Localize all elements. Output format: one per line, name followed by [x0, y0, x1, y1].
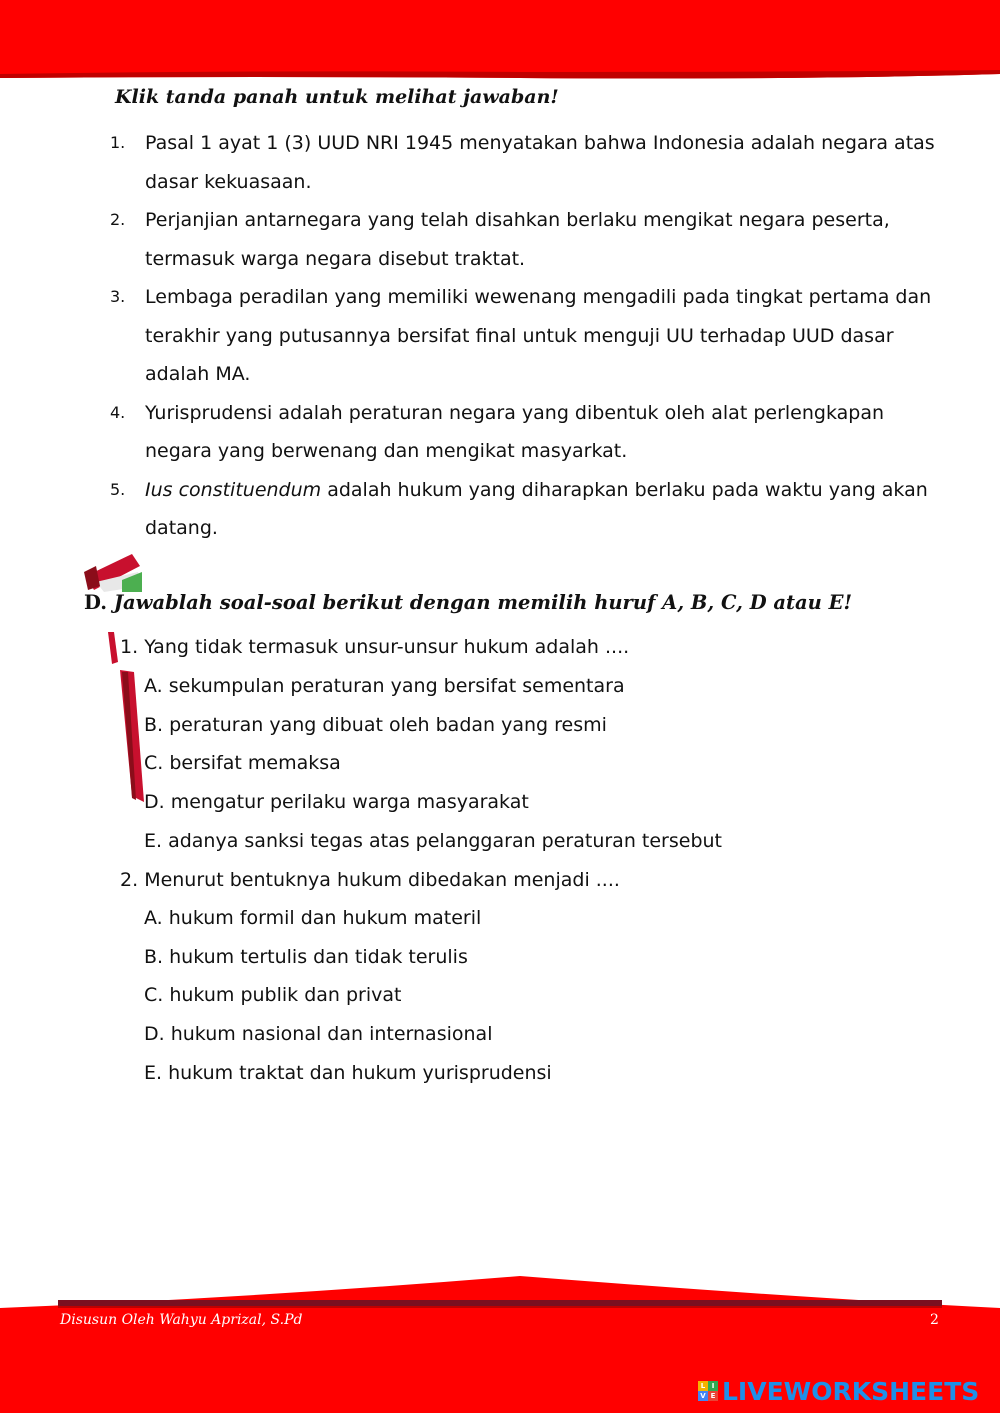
question-1 — [120, 636, 629, 658]
section-letter: D. — [84, 591, 108, 614]
question-number: 2. — [120, 869, 139, 891]
header-band — [0, 0, 1000, 90]
statement-text: Yurisprudensi adalah peraturan negara yang dibentuk oleh alat perlengkapan negara yang berwenang dan mengikat masyarkat. — [145, 401, 885, 462]
option-e[interactable]: E. adanya sanksi tegas atas pelanggaran peraturan tersebut — [144, 830, 722, 852]
option-e[interactable]: E. hukum traktat dan hukum yurisprudensi — [144, 1062, 552, 1084]
statement-item — [110, 471, 950, 548]
show-answers-arrow-icon[interactable] — [82, 552, 146, 594]
statement-item — [110, 278, 950, 394]
statement-text-rest: adalah hukum yang diharapkan berlaku pada waktu yang akan datang. — [145, 478, 928, 539]
section-title — [84, 591, 852, 614]
section-title-text: Jawablah soal-soal berikut dengan memilih huruf A, B, C, D atau E! — [113, 591, 853, 614]
liveworksheets-wordmark: LIVEWORKSHEETS — [722, 1376, 980, 1406]
statement-number: 2. — [110, 210, 126, 229]
question-number: 1. — [120, 636, 139, 658]
statement-list — [110, 124, 950, 548]
statement-item — [110, 124, 950, 201]
statement-text: Perjanjian antarnegara yang telah disahkan berlaku mengikat negara peserta, termasuk warga negara disebut traktat. — [145, 209, 890, 270]
liveworksheets-icon: L I V E — [698, 1381, 718, 1401]
liveworksheets-logo — [698, 1376, 979, 1406]
option-d[interactable]: D. hukum nasional dan internasional — [144, 1023, 493, 1045]
option-b[interactable]: B. hukum tertulis dan tidak terulis — [144, 946, 468, 968]
page-number: 2 — [930, 1312, 939, 1328]
option-a[interactable]: A. hukum formil dan hukum materil — [144, 907, 482, 929]
statement-number: 3. — [110, 287, 126, 306]
option-c[interactable]: C. bersifat memaksa — [144, 752, 341, 774]
statement-italic-term: Ius constituendum — [145, 478, 322, 501]
question-text: Yang tidak termasuk unsur-unsur hukum adalah .... — [144, 636, 630, 658]
statement-text — [145, 479, 928, 540]
statement-number: 4. — [110, 402, 126, 422]
statement-number: 5. — [110, 479, 126, 499]
statement-item — [110, 201, 950, 278]
option-d[interactable]: D. mengatur perilaku warga masyarakat — [144, 791, 529, 813]
option-b[interactable]: B. peraturan yang dibuat oleh badan yang resmi — [144, 714, 607, 736]
instruction-text: Klik tanda panah untuk melihat jawaban! — [115, 86, 559, 108]
statement-text: Lembaga peradilan yang memiliki wewenang mengadili pada tingkat pertama dan terakhir yang putusannya bersifat final untuk menguji UU terhadap UUD dasar adalah MA. — [145, 286, 932, 385]
statement-number: 1. — [110, 133, 126, 152]
question-2 — [120, 869, 620, 891]
option-a[interactable]: A. sekumpulan peraturan yang bersifat sementara — [144, 675, 625, 697]
statement-text: Pasal 1 ayat 1 (3) UUD NRI 1945 menyatakan bahwa Indonesia adalah negara atas dasar kekuasaan. — [145, 132, 935, 193]
option-c[interactable]: C. hukum publik dan privat — [144, 984, 402, 1006]
statement-item — [110, 394, 950, 471]
footer-author: Disusun Oleh Wahyu Aprizal, S.Pd — [60, 1312, 303, 1328]
question-text: Menurut bentuknya hukum dibedakan menjadi .... — [144, 869, 620, 891]
